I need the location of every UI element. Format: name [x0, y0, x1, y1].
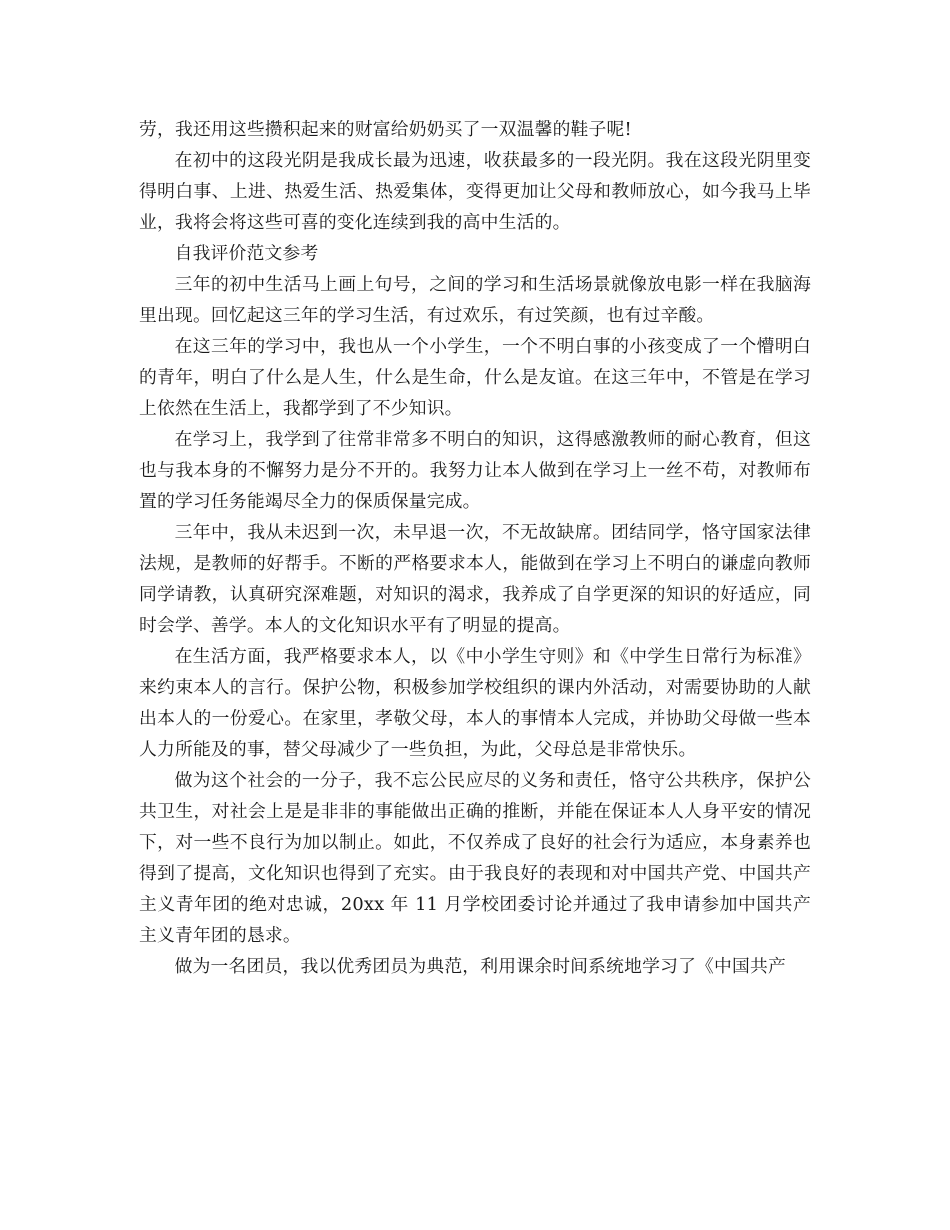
paragraph-2: 在初中的这段光阴是我成长最为迅速，收获最多的一段光阴。我在这段光阴里变得明白事、上进、热爱生活、热爱集体，变得更加让父母和教师放心，如今我马上毕业，我将会将这些可喜的变化连续到我的高中生活的。 — [139, 150, 811, 233]
paragraph-9: 做为一名团员，我以优秀团员为典范，利用课余时间系统地学习了《中国共产 — [174, 956, 786, 977]
paragraph-5: 在学习上，我学到了往常非常多不明白的知识，这得感激教师的耐心教育，但这也与我本身的不懈努力是分不开的。我努力让本人做到在学习上一丝不苟，对教师布置的学习任务能竭尽全力的保质保量完成。 — [139, 429, 811, 512]
document-body — [139, 114, 811, 982]
paragraph-4: 在这三年的学习中，我也从一个小学生，一个不明白事的小孩变成了一个懵明白的青年，明白了什么是人生，什么是生命，什么是友谊。在这三年中，不管是在学习上依然在生活上，我都学到了不少知识。 — [139, 336, 811, 419]
paragraph-3: 三年的初中生活马上画上句号，之间的学习和生活场景就像放电影一样在我脑海里出现。回忆起这三年的学习生活，有过欢乐，有过笑颜，也有过辛酸。 — [139, 274, 811, 326]
section-heading: 自我评价范文参考 — [174, 243, 319, 264]
paragraph-8: 做为这个社会的一分子，我不忘公民应尽的义务和责任，恪守公共秩序，保护公共卫生，对社会上是是非非的事能做出正确的推断，并能在保证本人人身平安的情况下，对一些不良行为加以制止。如此，不仅养成了良好的社会行为适应，本身素养也得到了提高，文化知识也得到了充实。由于我良好的表现和对中国共产党、中国共产主义青年团的绝对忠诚，20xx 年 11 月学校团委讨论并通过了我申请参加中国共产主义青年团的恳求。 — [139, 770, 811, 946]
paragraph-6: 三年中，我从未迟到一次，未早退一次，不无故缺席。团结同学，恪守国家法律法规，是教师的好帮手。不断的严格要求本人，能做到在学习上不明白的谦虚向教师同学请教，认真研究深难题，对知识的渴求，我养成了自学更深的知识的好适应，同时会学、善学。本人的文化知识水平有了明显的提高。 — [139, 522, 811, 636]
paragraph-1: 劳，我还用这些攒积起来的财富给奶奶买了一双温馨的鞋子呢! — [139, 119, 632, 140]
paragraph-7: 在生活方面，我严格要求本人，以《中小学生守则》和《中学生日常行为标准》来约束本人的言行。保护公物，积极参加学校组织的课内外活动，对需要协助的人献出本人的一份爱心。在家里，孝敬父母，本人的事情本人完成，并协助父母做一些本人力所能及的事，替父母减少了一些负担，为此，父母总是非常快乐。 — [139, 646, 811, 760]
